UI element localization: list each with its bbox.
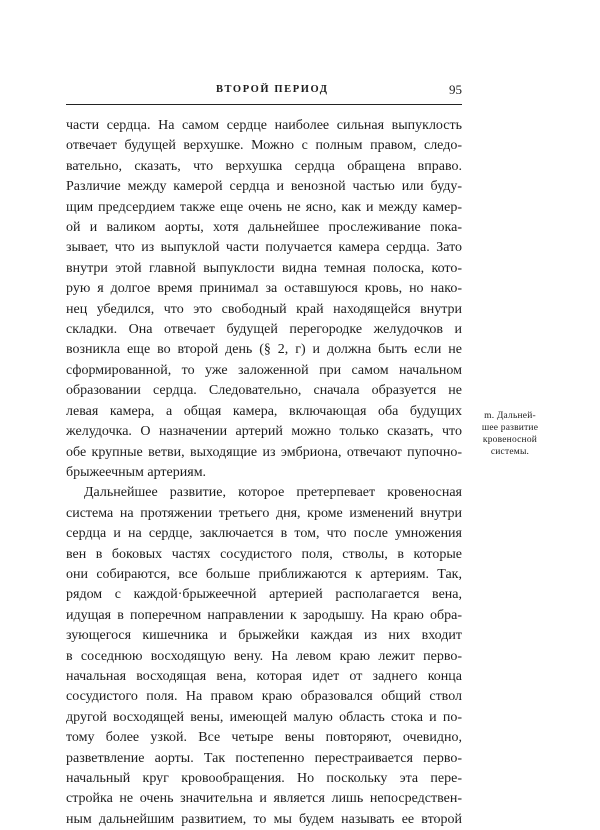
paragraph-1 bbox=[66, 116, 462, 483]
text-line: желудочка. О назначении артерий можно только сказать, что bbox=[66, 424, 462, 440]
text-line: стройка не очень значительна и является лишь непосредствен- bbox=[66, 791, 462, 807]
text-line: возникла еще во второй день (§ 2, г) и должна быть если не bbox=[66, 342, 462, 358]
text-line: ой и валиком аорты, хотя дальнейшее прослеживание пока- bbox=[66, 220, 462, 236]
text-line: сосудистого поля. На правом краю образовался общий ствол bbox=[66, 689, 462, 705]
text-line: части сердца. На самом сердце наиболее сильная выпуклость bbox=[66, 118, 462, 133]
text-line: рядом с каждой·брыжеечной артерией располагается вена, bbox=[66, 587, 462, 603]
text-line: щим предсердием также еще очень не ясно, как и между камер- bbox=[66, 199, 462, 215]
text-line: зывает, что из выпуклой части получается камера сердца. Зато bbox=[66, 240, 462, 256]
margin-note-line: кровеносной bbox=[482, 435, 538, 445]
text-line: обе крупные ветви, выходящие из эмбриона, отвечают пупочно- bbox=[66, 444, 462, 460]
text-line: разветвление аорты. Так постепенно перестраивается перво- bbox=[66, 750, 462, 766]
margin-note-line: шее развитие bbox=[481, 423, 539, 433]
text-line: отвечает будущей верхушке. Можно с полным правом, следо- bbox=[66, 138, 462, 154]
margin-note-line: системы. bbox=[490, 447, 530, 457]
text-line: вательно, сказать, что верхушка сердца обращена вправо. bbox=[66, 158, 462, 174]
margin-note-line: m. Дальней- bbox=[484, 411, 536, 421]
text-line: в соседнюю восходящую вену. На левом краю лежит перво- bbox=[66, 648, 462, 664]
text-line: сердца и на сердце, заключается в том, что после умножения bbox=[66, 526, 462, 542]
page-header bbox=[66, 82, 462, 100]
text-line: другой восходящей вены, имеющей малую область стока и по- bbox=[66, 709, 462, 725]
text-line: они собираются, все больше приближаются к артериям. Так, bbox=[66, 566, 462, 582]
text-line: Различие между камерой сердца и венозной частью или буду- bbox=[66, 179, 462, 195]
text-line: вен в боковых частях сосудистого поля, стволы, в которые bbox=[66, 546, 462, 562]
text-line: зующегося кишечника и брыжейки каждая из них входит bbox=[66, 628, 462, 644]
body-text bbox=[66, 116, 462, 830]
header-rule bbox=[66, 104, 462, 105]
text-line: система на протяжении третьего дня, кроме изменений внутри bbox=[66, 505, 462, 521]
text-line: начальный круг кровообращения. Но поскольку эта пере- bbox=[66, 771, 462, 786]
text-line: рую я долгое время принимал за оставшуюся кровь, но нако- bbox=[66, 281, 462, 297]
text-line: внутри этой главной выпуклости видна темная полоска, кото- bbox=[66, 260, 462, 276]
text-line: тому более узкой. Все четыре вены повторяют, очевидно, bbox=[66, 730, 462, 746]
text-line: образовании сердца. Следовательно, сначала образуется не bbox=[66, 383, 462, 399]
text-line: нец убедился, что это свободный край находящейся внутри bbox=[66, 301, 462, 317]
margin-note bbox=[470, 410, 550, 458]
text-line: идущая в поперечном направлении к зародышу. На краю обра- bbox=[66, 607, 462, 623]
text-line: складки. Она отвечает будущей перегородке желудочков и bbox=[66, 322, 462, 338]
text-line: сформированной, то уже заложенной при самом начальном bbox=[66, 362, 462, 378]
running-title: ВТОРОЙ ПЕРИОД bbox=[216, 84, 329, 95]
paragraph-2 bbox=[66, 483, 462, 830]
page-number: 95 bbox=[449, 82, 462, 97]
text-line: начальная восходящая вена, которая идет от заднего конца bbox=[66, 668, 462, 684]
text-line: Дальнейшее развитие, которое претерпевает кровеносная bbox=[84, 485, 462, 501]
text-line: ным дальнейшим развитием, то мы будем называть ее второй bbox=[66, 811, 462, 827]
text-line: брыжеечным артериям. bbox=[66, 464, 207, 480]
text-line: левая камера, а общая камера, включающая оба будущих bbox=[66, 403, 462, 419]
